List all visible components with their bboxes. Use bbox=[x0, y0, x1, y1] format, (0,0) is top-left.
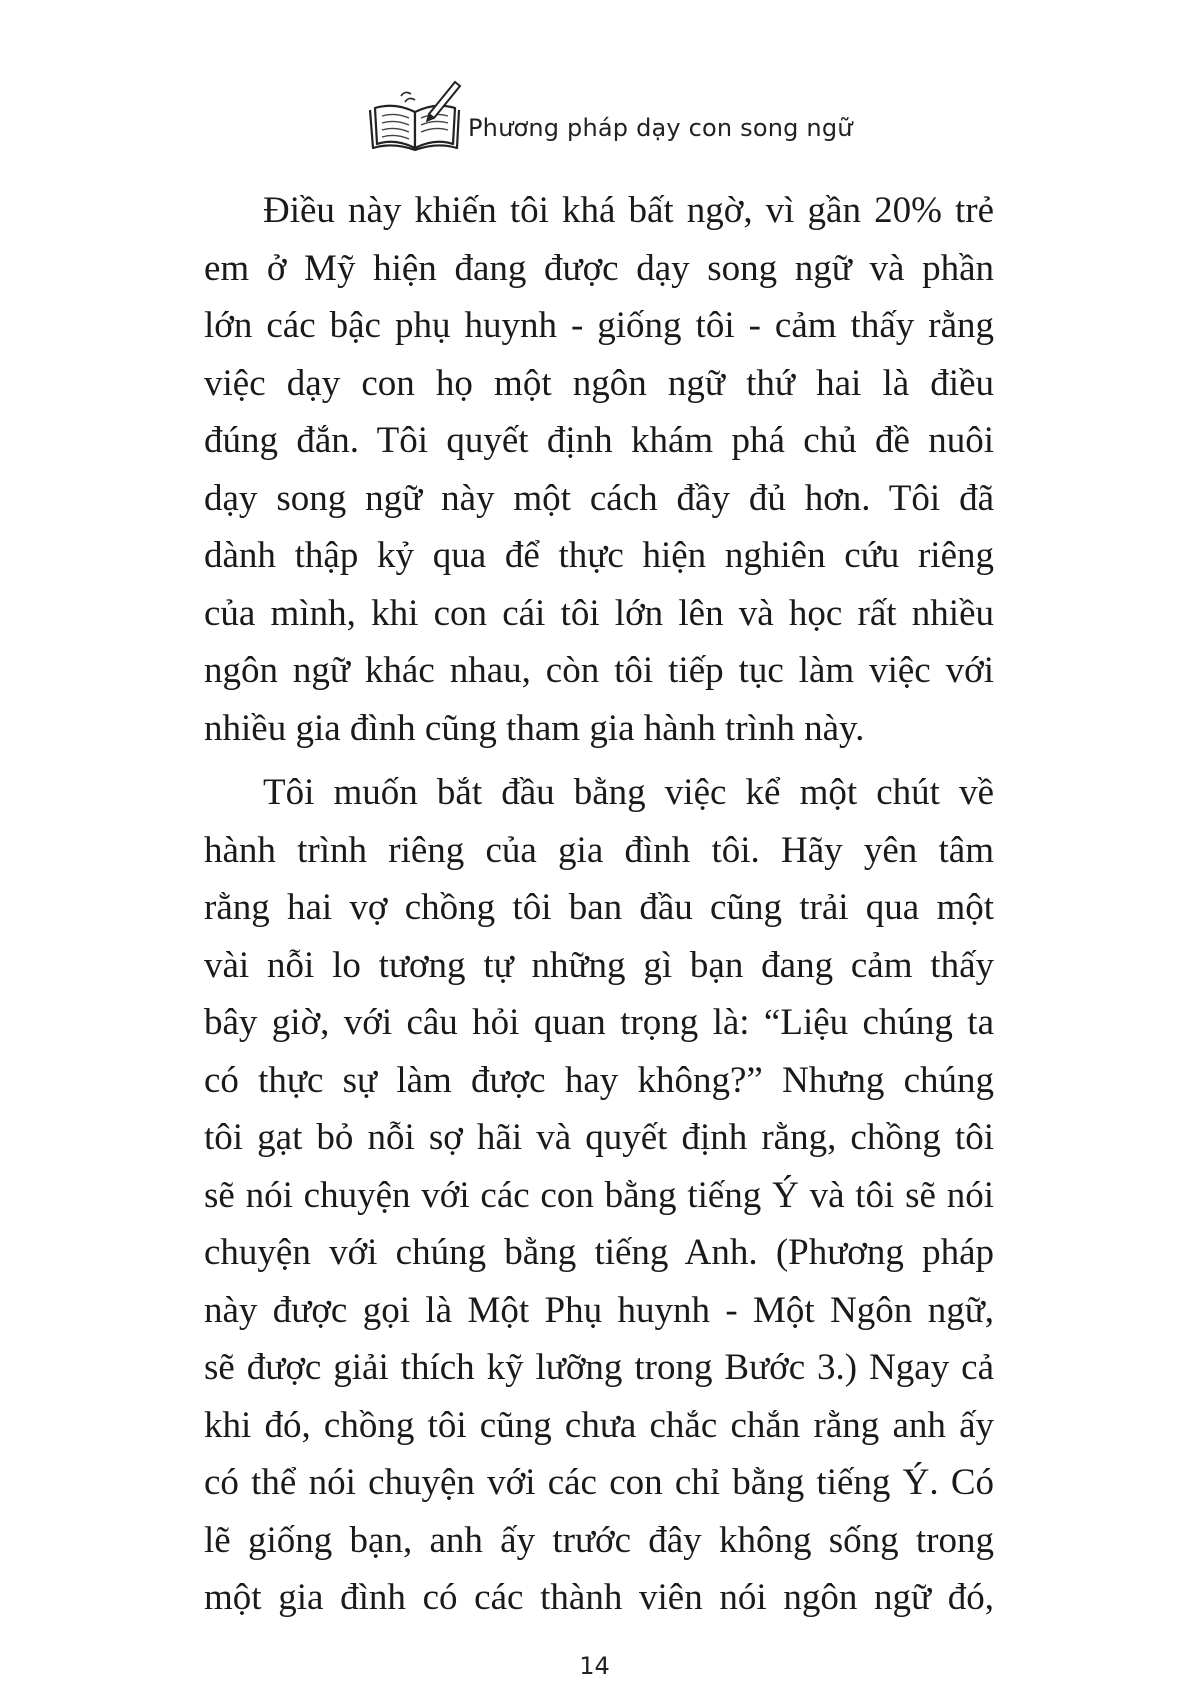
text-line: sẽ được giải thích kỹ lưỡng trong Bước 3.) Ngay cả bbox=[204, 1347, 994, 1388]
text-line: lớn các bậc phụ huynh - giống tôi - cảm thấy rằng bbox=[204, 305, 994, 346]
text-line: một gia đình có các thành viên nói ngôn ngữ đó, bbox=[204, 1577, 994, 1618]
text-line: có thực sự làm được hay không?” Nhưng chúng bbox=[204, 1059, 994, 1101]
text-line: của mình, khi con cái tôi lớn lên và học rất nhiều bbox=[204, 592, 994, 634]
text-line: nhiều gia đình cũng tham gia hành trình này. bbox=[204, 707, 865, 749]
text-line: dành thập kỷ qua để thực hiện nghiên cứu riêng bbox=[204, 535, 994, 576]
text-line: lẽ giống bạn, anh ấy trước đây không sống trong bbox=[204, 1519, 994, 1561]
text-line: bây giờ, với câu hỏi quan trọng là: “Liệu chúng ta bbox=[204, 1002, 994, 1043]
text-line: rằng hai vợ chồng tôi ban đầu cũng trải qua một bbox=[204, 887, 994, 928]
text-line: này được gọi là Một Phụ huynh - Một Ngôn ngữ, bbox=[204, 1289, 994, 1331]
paragraph bbox=[204, 764, 994, 1627]
text-line: dạy song ngữ này một cách đầy đủ hơn. Tôi đã bbox=[204, 477, 994, 519]
body-text bbox=[204, 182, 994, 1627]
text-line: Tôi muốn bắt đầu bằng việc kể một chút về bbox=[263, 772, 994, 813]
text-line: sẽ nói chuyện với các con bằng tiếng Ý và tôi sẽ nói bbox=[204, 1174, 994, 1216]
open-book-with-pen-icon bbox=[365, 78, 465, 158]
running-header bbox=[365, 78, 925, 158]
running-header-title: Phương pháp dạy con song ngữ bbox=[468, 114, 853, 142]
text-line: vài nỗi lo tương tự những gì bạn đang cảm thấy bbox=[204, 944, 994, 986]
text-line: đúng đắn. Tôi quyết định khám phá chủ đề nuôi bbox=[204, 420, 994, 461]
text-line: hành trình riêng của gia đình tôi. Hãy yên tâm bbox=[204, 829, 994, 871]
page-number: 14 bbox=[579, 1652, 610, 1680]
text-line: ngôn ngữ khác nhau, còn tôi tiếp tục làm việc với bbox=[204, 650, 994, 691]
text-line: chuyện với chúng bằng tiếng Anh. (Phương pháp bbox=[204, 1232, 994, 1273]
text-line: có thể nói chuyện với các con chỉ bằng tiếng Ý. Có bbox=[204, 1462, 994, 1503]
text-line: tôi gạt bỏ nỗi sợ hãi và quyết định rằng, chồng tôi bbox=[204, 1117, 994, 1158]
text-line: Điều này khiến tôi khá bất ngờ, vì gần 20% trẻ bbox=[263, 190, 994, 231]
paragraph bbox=[204, 182, 994, 757]
text-line: việc dạy con họ một ngôn ngữ thứ hai là điều bbox=[204, 362, 994, 404]
text-line: khi đó, chồng tôi cũng chưa chắc chắn rằng anh ấy bbox=[204, 1404, 994, 1446]
text-line: em ở Mỹ hiện đang được dạy song ngữ và phần bbox=[204, 247, 994, 289]
